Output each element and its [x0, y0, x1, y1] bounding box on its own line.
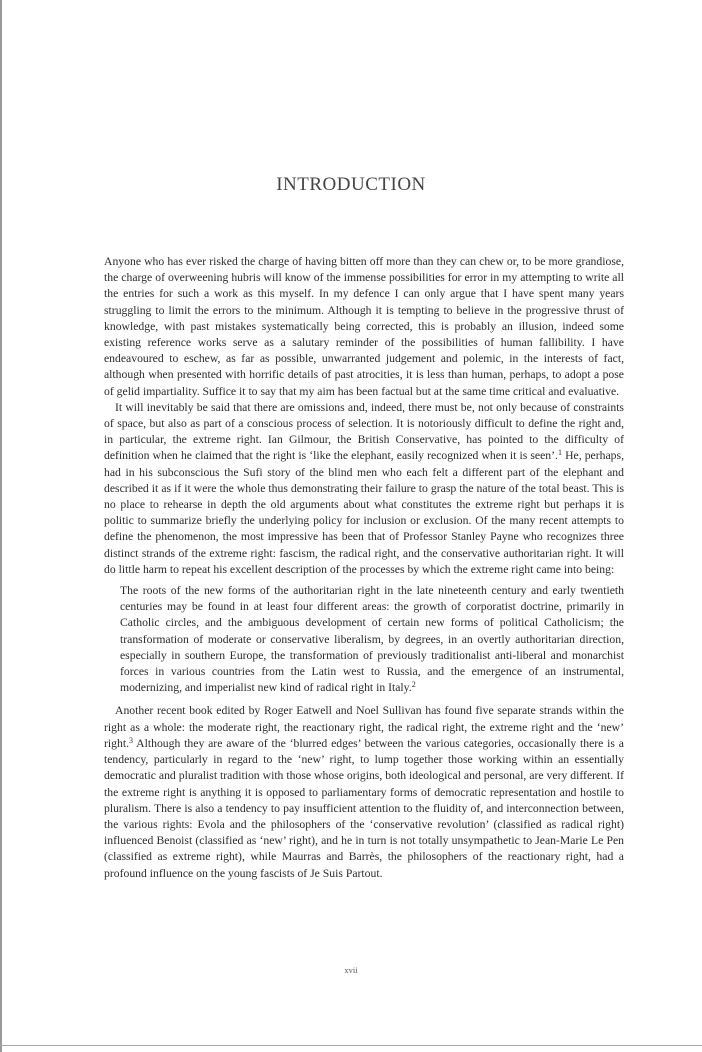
- chapter-title: INTRODUCTION: [276, 174, 426, 195]
- block-quote: [120, 583, 624, 696]
- page-number: xvii: [344, 965, 358, 975]
- paragraph-3-text-continued: Although they are aware of the ‘blurred edges’ between the various categories, occasionally there is a tendency, particularly in regard to the ‘new’ right, to lump together those working within an essentially democratic and pluralist tradition with those whose origins, both ideological and personal, are very different. If the extreme right is anything it is opposed to parliamentary forms of democratic representation and hostile to pluralism. There is also a tendency to pay insufficient attention to the fluidity of, and interconnection between, the various rights: Evola and the philosophers of the ‘conservative revolution’ (classified as radical right) influenced Benoist (classified as ‘new’ right), and he in turn is not totally unsympathetic to Jean-Marie Le Pen (classified as extreme right), while Maurras and Barrès, the philosophers of the reactionary right, had a profound influence on the young fascists of Je Suis Partout.: [104, 736, 624, 880]
- page-left-edge: [0, 0, 2, 1052]
- paragraph-2-text-continued: He, perhaps, had in his subconscious the Sufi story of the blind men who each felt a different part of the elephant and described it as if it were the whole thus demonstrating their failure to grasp the nature of the total beast. This is no place to rehearse in depth the old arguments about what constitutes the extreme right but perhaps it is politic to summarize briefly the underlying policy for inclusion or exclusion. Of the many recent attempts to define the phenomenon, the most impressive has been that of Professor Stanley Payne who recognizes three distinct strands of the extreme right: fascism, the radical right, and the conservative authoritarian right. It will do little harm to repeat his excellent description of the processes by which the extreme right came into being:: [104, 449, 624, 576]
- footnote-ref-1: 1: [557, 448, 562, 458]
- paragraph-1: [104, 254, 624, 400]
- paragraph-2: [104, 400, 624, 578]
- paragraph-1-text: Anyone who has ever risked the charge of having bitten off more than they can chew or, to be more grandiose, the charge of overweening hubris will know of the immense possibilities for error in my attempting to write all the entries for such a work as this myself. In my defence I can only argue that I have spent many years struggling to limit the errors to the minimum. Although it is tempting to believe in the progressive thrust of knowledge, with past mistakes systematically being corrected, this is probably an illusion, indeed some existing reference works serve as a salutary reminder of the possibilities of human fallibility. I have endeavoured to eschew, as far as possible, unwarranted judgement and polemic, in the interests of fact, although when presented with horrific details of past atrocities, it is less than human, perhaps, to adopt a pose of gelid impartiality. Suffice it to say that my aim has been factual but at the same time critical and evaluative.: [104, 255, 624, 398]
- paragraph-2-text: It will inevitably be said that there are omissions and, indeed, there must be, not only because of constraints of space, but also as part of a conscious process of selection. It is notoriously difficult to define the right and, in particular, the extreme right. Ian Gilmour, the British Conservative, has pointed to the difficulty of definition when he claimed that the right is ‘like the elephant, easily recognized when it is seen’.: [104, 400, 624, 463]
- page-bottom-edge: [0, 1045, 702, 1046]
- paragraph-3-text: Another recent book edited by Roger Eatwell and Noel Sullivan has found five separate strands within the right as a whole: the moderate right, the reactionary right, the radical right, the extreme right and the ‘new’ right.: [104, 704, 624, 750]
- body-text: [104, 254, 624, 882]
- footnote-ref-2: 2: [411, 680, 416, 690]
- paragraph-3: [104, 703, 624, 881]
- footnote-ref-3: 3: [129, 735, 133, 745]
- block-quote-text: The roots of the new forms of the authoritarian right in the late nineteenth century and early twentieth centuries may be found in at least four different areas: the growth of corporatist doctrine, primarily in Catholic circles, and the ambiguous development of certain new forms of political Catholicism; the transformation of moderate or conservative liberalism, by degrees, in an overtly authoritarian direction, especially in southern Europe, the transformation of previously traditionalist anti-liberal and monarchist forces in various countries from the Latin west to Russia, and the emergence of an instrumental, modernizing, and imperialist new kind of radical right in Italy.: [120, 584, 624, 695]
